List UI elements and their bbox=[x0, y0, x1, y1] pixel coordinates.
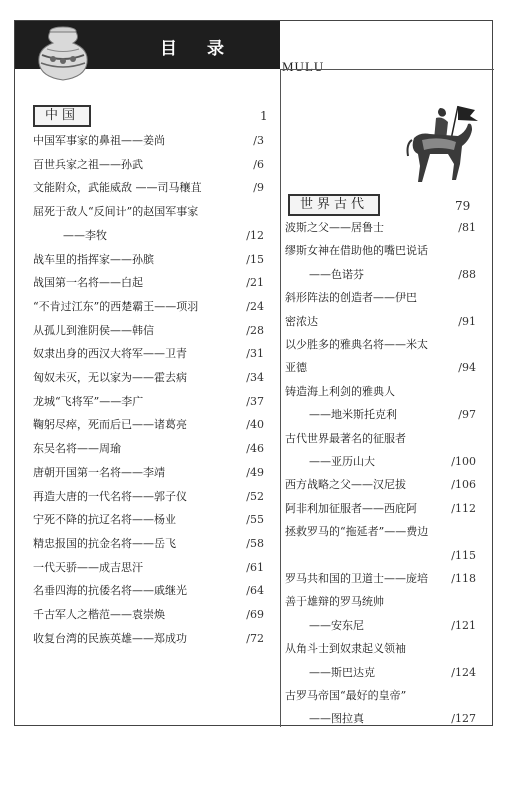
toc-entry-page: /124 bbox=[451, 665, 476, 679]
toc-entry-text: 密浓达 bbox=[285, 314, 318, 328]
toc-entry-text: “不肯过江东”的西楚霸王——项羽 bbox=[33, 299, 199, 313]
toc-entry-page: /61 bbox=[246, 560, 264, 574]
toc-entry-text: 再造大唐的一代名将——郭子仪 bbox=[33, 489, 187, 503]
toc-entry-page: /15 bbox=[246, 252, 264, 266]
toc-entry-text: 以少胜多的雅典名将——米太 bbox=[285, 338, 428, 351]
toc-entry-text: 文能附众，武能威敌 ——司马穰苴 bbox=[33, 181, 202, 195]
page-title: 目录 bbox=[160, 39, 254, 59]
toc-entry-page: /118 bbox=[451, 572, 476, 585]
toc-entry-text: 战国第一名将——白起 bbox=[33, 276, 143, 290]
toc-entry-page: /97 bbox=[458, 408, 476, 422]
toc-entry-page: /121 bbox=[451, 618, 476, 632]
toc-entry-page: /12 bbox=[246, 228, 264, 242]
page-subtitle: MULU bbox=[282, 59, 325, 74]
toc-entry-page: /55 bbox=[246, 513, 264, 527]
toc-entry-text: 缪斯女神在借助他的嘴巴说话 bbox=[285, 244, 428, 258]
toc-entry-text: 斜形阵法的创造者——伊巴 bbox=[285, 291, 417, 305]
toc-entry-text: 匈奴未灭，无以家为——霍去病 bbox=[33, 371, 187, 384]
toc-entry-page: /9 bbox=[253, 181, 264, 195]
toc-entry-page: /106 bbox=[451, 478, 476, 492]
toc-entry-text: ——图拉真 bbox=[309, 712, 364, 726]
toc-entry-text: 从孤儿到淮阴侯——韩信 bbox=[33, 323, 154, 337]
toc-entry-page: /115 bbox=[451, 548, 476, 562]
toc-entry-text: 古罗马帝国“最好的皇帝” bbox=[285, 689, 407, 702]
column-divider bbox=[280, 69, 281, 727]
toc-entry-page: /58 bbox=[246, 536, 264, 550]
toc-entry-text: ——亚历山大 bbox=[309, 455, 375, 468]
toc-entry-text: ——地米斯托克利 bbox=[309, 408, 397, 422]
section-title-china: 中国 bbox=[33, 105, 91, 127]
section-page-china: 1 bbox=[260, 109, 268, 123]
toc-entry-page: /72 bbox=[246, 631, 264, 645]
toc-entry-page: /88 bbox=[458, 267, 476, 281]
toc-entry-page: /37 bbox=[246, 394, 264, 408]
toc-entry-text: 罗马共和国的卫道士——庞培 bbox=[285, 572, 428, 585]
toc-entry-page: /91 bbox=[458, 314, 476, 328]
header-divider bbox=[280, 69, 494, 70]
toc-entry-page: /3 bbox=[253, 134, 264, 147]
toc-entry-text: 波斯之父——居鲁士 bbox=[285, 221, 384, 234]
toc-entry-text: 精忠报国的抗金名将——岳飞 bbox=[33, 536, 176, 550]
toc-entry-page: /21 bbox=[246, 276, 264, 290]
vase-icon bbox=[33, 25, 93, 83]
toc-entry-page: /34 bbox=[246, 371, 264, 384]
toc-entry-text: 从角斗士到奴隶起义领袖 bbox=[285, 642, 406, 656]
toc-page bbox=[14, 20, 493, 726]
toc-entry-text: 西方战略之父——汉尼拔 bbox=[285, 478, 406, 492]
toc-entry-page: /46 bbox=[246, 442, 264, 456]
toc-entry-text: 收复台湾的民族英雄——郑成功 bbox=[33, 631, 187, 645]
toc-entry-text: 亚德 bbox=[285, 361, 307, 375]
toc-entry-page: /127 bbox=[451, 712, 476, 726]
section-page-ancient-world: 79 bbox=[455, 199, 471, 213]
toc-entry-page: /6 bbox=[253, 157, 264, 171]
toc-entry-page: /112 bbox=[451, 501, 476, 515]
toc-entry-page: /100 bbox=[451, 455, 476, 468]
toc-entry-text: 善于雄辩的罗马统帅 bbox=[285, 595, 384, 609]
toc-entry-text: 龙城“飞将军”——李广 bbox=[33, 394, 144, 408]
toc-entry-text: 拯救罗马的“拖延者”——费边 bbox=[285, 525, 429, 539]
toc-entry-text: 屈死于敌人“反间计”的赵国军事家 bbox=[33, 205, 199, 219]
toc-entry-page: /94 bbox=[458, 361, 476, 375]
toc-entry-text: 名垂四海的抗倭名将——戚继光 bbox=[33, 584, 187, 598]
toc-entry-page: /69 bbox=[246, 608, 264, 621]
toc-entry-page: /28 bbox=[246, 323, 264, 337]
toc-entry-text: 阿非利加征服者——西庇阿 bbox=[285, 501, 417, 515]
toc-entry-page: /64 bbox=[246, 584, 264, 598]
toc-entry-text: 一代天骄——成吉思汗 bbox=[33, 560, 143, 574]
toc-entry-text: ——色诺芬 bbox=[309, 267, 364, 281]
toc-entry-text: 战车里的指挥家——孙膑 bbox=[33, 252, 154, 266]
toc-entry-text: ——安东尼 bbox=[309, 618, 364, 632]
toc-entry-text: ——斯巴达克 bbox=[309, 665, 375, 679]
toc-entry-page: /49 bbox=[246, 465, 264, 479]
toc-entry-page: /81 bbox=[458, 221, 476, 234]
toc-entry-text: ——李牧 bbox=[63, 228, 107, 242]
toc-entry-text: 铸造海上利剑的雅典人 bbox=[285, 384, 395, 398]
toc-entry-text: 唐朝开国第一名将——李靖 bbox=[33, 465, 165, 479]
toc-entry-page: /52 bbox=[246, 489, 264, 503]
toc-entry-text: 鞠躬尽瘁，死而后已——诸葛亮 bbox=[33, 418, 187, 432]
toc-entry-page: /40 bbox=[246, 418, 264, 432]
toc-entry-text: 千古军人之楷范——袁崇焕 bbox=[33, 608, 165, 621]
toc-entry-text: 宁死不降的抗辽名将——杨业 bbox=[33, 513, 176, 527]
knight-icon bbox=[400, 94, 480, 194]
toc-entry-text: 中国军事家的鼻祖——姜尚 bbox=[33, 134, 165, 147]
toc-entry-text: 古代世界最著名的征服者 bbox=[285, 431, 406, 445]
section-title-ancient-world: 世界古代 bbox=[288, 194, 380, 216]
toc-entry-text: 奴隶出身的西汉大将军——卫青 bbox=[33, 347, 187, 361]
toc-entry-page: /24 bbox=[246, 299, 264, 313]
toc-entry-page: /31 bbox=[246, 347, 264, 361]
toc-entry-text: 东吴名将——周瑜 bbox=[33, 442, 121, 456]
toc-entry-text: 百世兵家之祖——孙武 bbox=[33, 157, 143, 171]
